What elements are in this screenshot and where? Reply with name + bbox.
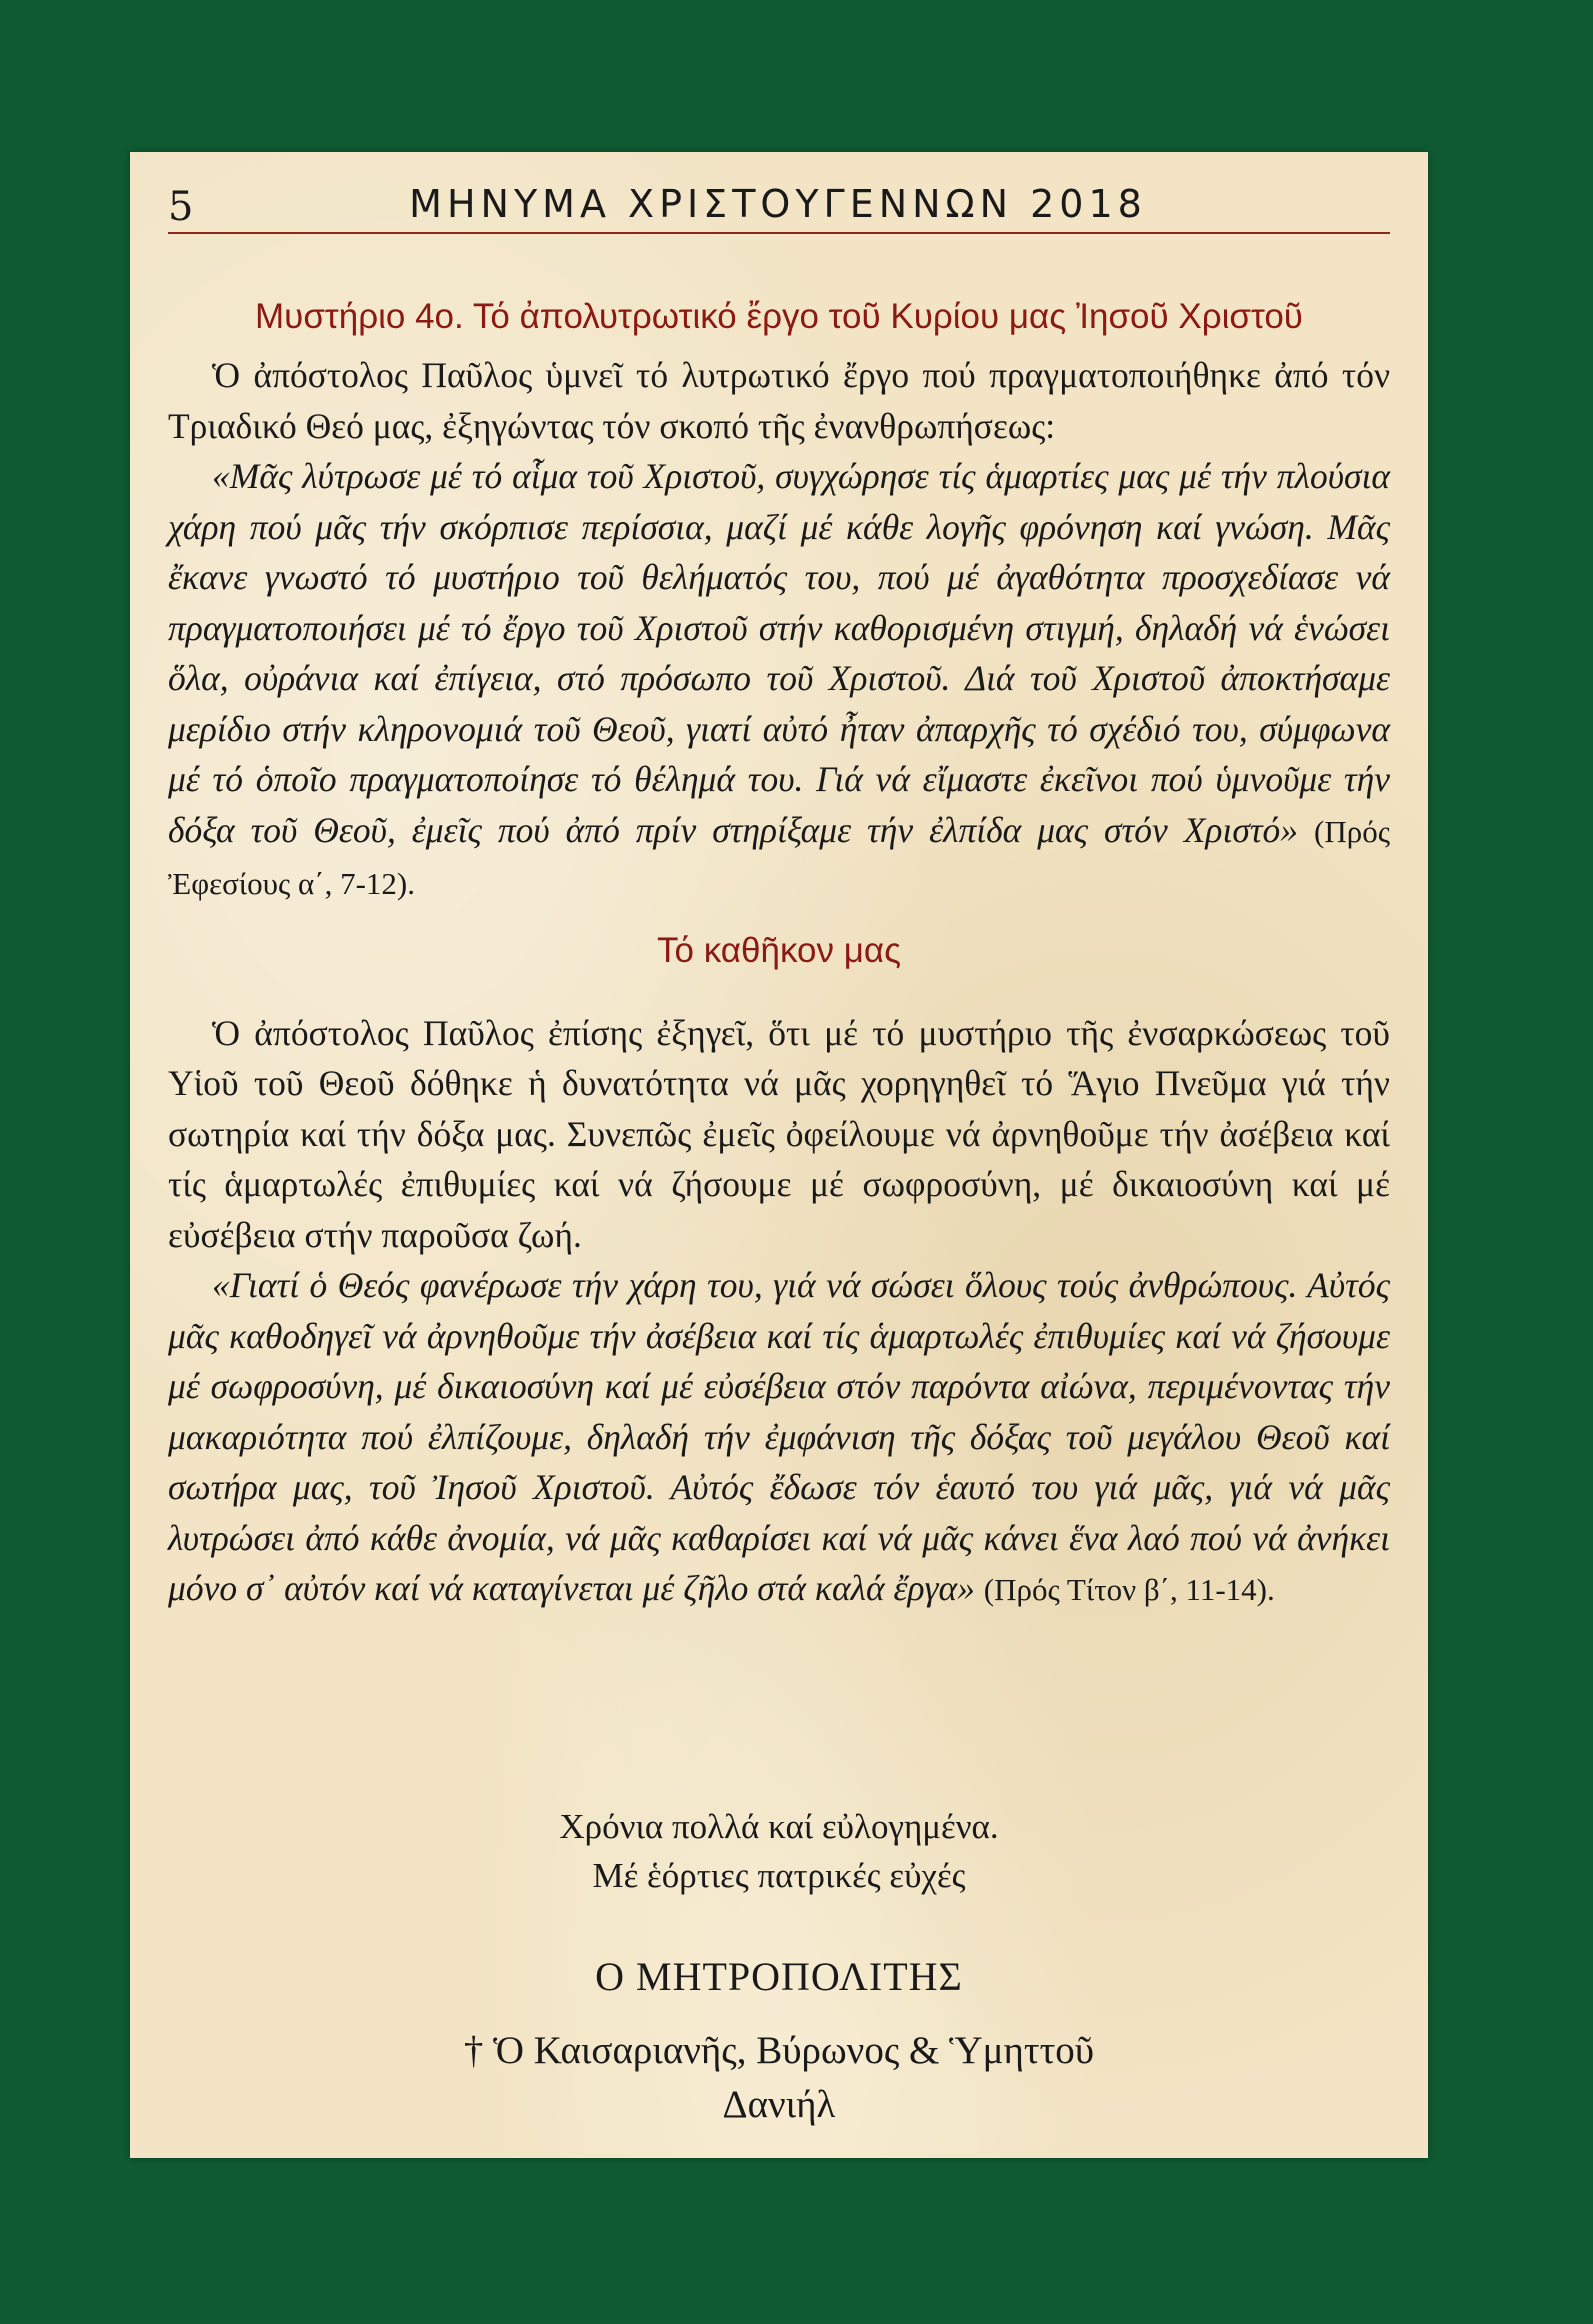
signatory-see: † Ὁ Καισαριανῆς, Βύρωνος & Ὑμηττοῦ [463, 2029, 1095, 2072]
scripture-reference: (Πρός Τίτον β΄, 11-14). [983, 1572, 1275, 1607]
letter-page [130, 152, 1428, 2158]
quote-ephesians [168, 451, 1390, 910]
page-number: 5 [168, 184, 194, 230]
signatory-title: Ο ΜΗΤΡΟΠΟΛΙΤΗΣ [595, 1954, 963, 1999]
greeting-line: Μέ ἑόρτιες πατρικές εὐχές [592, 1856, 966, 1895]
paragraph-intro-1: Ὁ ἀπόστολος Παῦλος ὑμνεῖ τό λυτρωτικό ἔργο πού πραγματοποιήθηκε ἀπό τόν Τριαδικό Θεό μας, ἐξηγώντας τόν σκοπό τῆς ἐνανθρωπήσεως: [168, 355, 1390, 446]
section-heading-duty: Τό καθῆκον μας [657, 930, 901, 970]
quote-text: «Μᾶς λύτρωσε μέ τό αἷμα τοῦ Χριστοῦ, συγχώρησε τίς ἁμαρτίες μας μέ τήν πλούσια χάρη πού μᾶς τήν σκόρπισε περίσσια, μαζί μέ κάθε λογῆς φρόνηση καί γνώση. Μᾶς ἔκανε γνωστό τό μυστήριο τοῦ θελήματός του, πού μέ ἀγαθότητα προσχεδίασε νά πραγματοποιήσει μέ τό ἔργο τοῦ Χριστοῦ στήν καθορισμένη στιγμή, δηλαδή νά ἑνώσει ὅλα, οὐράνια καί ἐπίγεια, στό πρόσωπο τοῦ Χριστοῦ. Διά τοῦ Χριστοῦ ἀποκτήσαμε μερίδιο στήν κληρονομιά τοῦ Θεοῦ, γιατί αὐτό ἦταν ἀπαρχῆς τό σχέδιό του, σύμφωνα μέ τό ὁποῖο πραγματοποίησε τό θέλημά του. Γιά νά εἴμαστε ἐκεῖνοι πού ὑμνοῦμε τήν δόξα τοῦ Θεοῦ, ἐμεῖς πού ἀπό πρίν στηρίξαμε τήν ἐλπίδα μας στόν Χριστό» [168, 456, 1390, 850]
greeting-line: Χρόνια πολλά καί εὐλογημένα. [559, 1807, 999, 1846]
running-title: ΜΗΝΥΜΑ ΧΡΙΣΤΟΥΓΕΝΝΩΝ 2018 [409, 182, 1147, 226]
scripture-reference: (Πρός Ἐφεσίους α΄, 7-12). [168, 813, 1390, 901]
signatory-name: Δανιήλ [722, 2083, 836, 2126]
closing-block [130, 1802, 1428, 2132]
paragraph-intro-2: Ὁ ἀπόστολος Παῦλος ἐπίσης ἐξηγεῖ, ὅτι μέ τό μυστήριο τῆς ἐνσαρκώσεως τοῦ Υἱοῦ τοῦ Θεοῦ δόθηκε ἡ δυνατότητα νά μᾶς χορηγηθεῖ τό Ἅγιο Πνεῦμα γιά τήν σωτηρία καί τήν δόξα μας. Συνεπῶς ἐμεῖς ὀφείλουμε νά ἀρνηθοῦμε τήν ἀσέβεια καί τίς ἁμαρτωλές ἐπιθυμίες καί νά ζήσουμε μέ σωφροσύνη, μέ δικαιοσύνη καί μέ εὐσέβεια στήν παροῦσα ζωή. [168, 1012, 1390, 1255]
quote-text: «Γιατί ὁ Θεός φανέρωσε τήν χάρη του, γιά νά σώσει ὅλους τούς ἀνθρώπους. Αὐτός μᾶς καθοδηγεῖ νά ἀρνηθοῦμε τήν ἀσέβεια καί τίς ἁμαρτωλές ἐπιθυμίες καί νά ζήσουμε μέ σωφροσύνη, μέ δικαιοσύνη καί μέ εὐσέβεια στόν παρόντα αἰώνα, περιμένοντας τήν μακαριότητα πού ἐλπίζουμε, δηλαδή τήν ἐμφάνιση τῆς δόξας τοῦ μεγάλου Θεοῦ καί σωτήρα μας, τοῦ Ἰησοῦ Χριστοῦ. Αὐτός ἔδωσε τόν ἑαυτό του γιά μᾶς, γιά νά μᾶς λυτρώσει ἀπό κάθε ἀνομία, νά μᾶς καθαρίσει καί νά μᾶς κάνει ἕνα λαό πού νά ἀνήκει μόνο σ᾿ αὐτόν καί νά καταγίνεται μέ ζῆλο στά καλά ἔργα» [168, 1265, 1390, 1608]
quote-titus [168, 1260, 1390, 1616]
section-heading-mystery: Μυστήριο 4ο. Τό ἀπολυτρωτικό ἔργο τοῦ Κυρίου μας Ἰησοῦ Χριστοῦ [255, 297, 1303, 336]
page-header [168, 176, 1390, 234]
letter-body [168, 292, 1390, 1616]
